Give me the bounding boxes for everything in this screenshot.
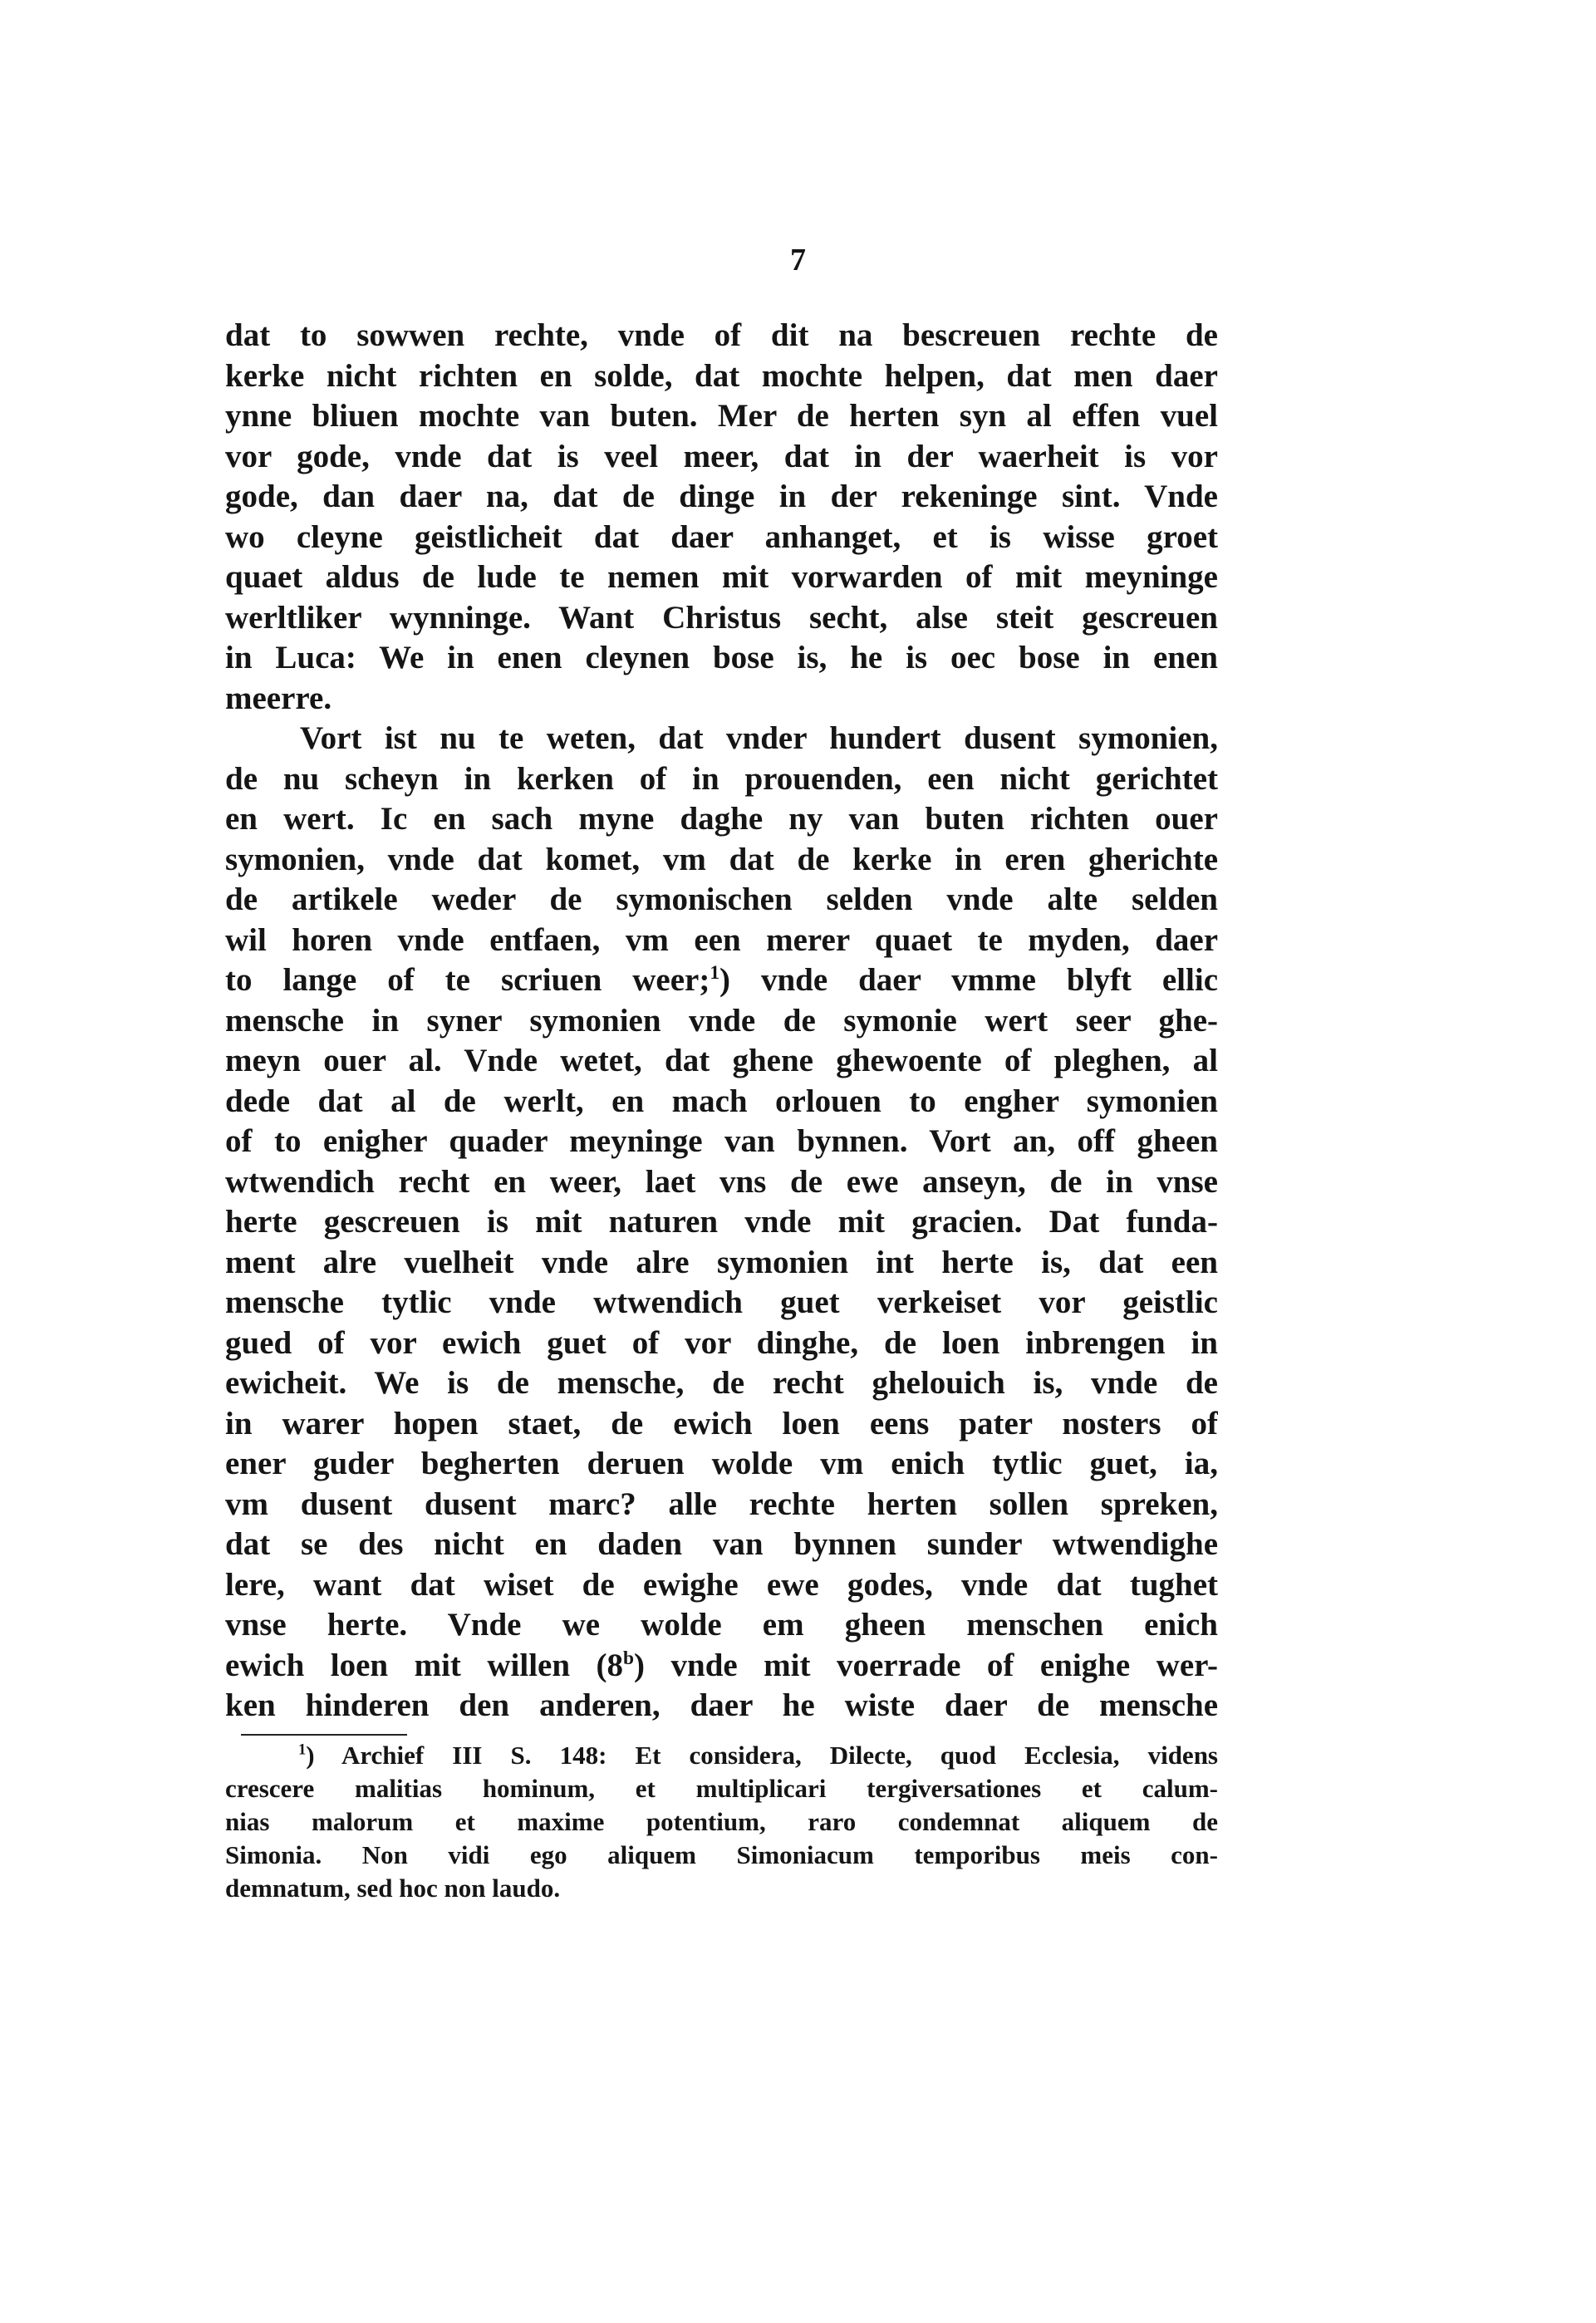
text-line: ken hinderen den anderen, daer he wiste daer de mensche <box>225 1687 1218 1723</box>
footnote-line: crescere malitias hominum, et multiplicari tergiversationes et calum- <box>225 1774 1218 1803</box>
text-line: vm dusent dusent marc? alle rechte herten sollen spreken, <box>225 1486 1218 1522</box>
text-line: de artikele weder de symonischen selden vnde alte selden <box>225 882 1218 917</box>
text-line: of to enigher quader meyninge van bynnen. Vort an, off gheen <box>225 1123 1218 1159</box>
text-line: ynne bliuen mochte van buten. Mer de herten syn al effen vuel <box>225 398 1218 434</box>
text-line: werltliker wynninge. Want Christus secht, alse steit gescreuen <box>225 599 1218 636</box>
main-text <box>225 316 1218 1726</box>
text-line: dat se des nicht en daden van bynnen sunder wtwendighe <box>225 1526 1218 1562</box>
folio-reference: 8 <box>606 1647 624 1683</box>
text-line: ener guder begherten deruen wolde vm enich tytlic guet, ia, <box>225 1446 1218 1481</box>
text-line-with-folio-ref <box>225 1646 1218 1687</box>
text-line: symonien, vnde dat komet, vm dat de kerke in eren gherichte <box>225 841 1218 877</box>
text-line: vor gode, vnde dat is veel meer, dat in der waerheit is vor <box>225 438 1218 474</box>
text-line: wtwendich recht en weer, laet vns de ewe anseyn, de in vnse <box>225 1163 1218 1200</box>
folio-reference-side: b <box>623 1647 635 1669</box>
text-line: herte gescreuen is mit naturen vnde mit gracien. Dat funda- <box>225 1204 1218 1240</box>
text-line: gode, dan daer na, dat de dinge in der rekeninge sint. Vnde <box>225 479 1218 514</box>
footnote-line <box>225 1739 1218 1772</box>
text-line-with-footnote-ref <box>225 960 1218 1001</box>
text-line: mensche tytlic vnde wtwendich guet verkeiset vor geistlic <box>225 1284 1218 1320</box>
footnote-line: Simonia. Non vidi ego aliquem Simoniacum temporibus meis con- <box>225 1840 1218 1869</box>
text-line: meyn ouer al. Vnde wetet, dat ghene ghewoente of pleghen, al <box>225 1043 1218 1078</box>
footnote-line: demnatum, sed hoc non laudo. <box>225 1874 561 1903</box>
text-line: gued of vor ewich guet of vor dinghe, de loen inbrengen in <box>225 1324 1218 1361</box>
text-line: en wert. Ic en sach myne daghe ny van buten richten ouer <box>225 801 1218 837</box>
text-segment: to lange of te scriuen weer; <box>225 962 710 998</box>
text-line: ewicheit. We is de mensche, de recht ghelouich is, vnde de <box>225 1365 1218 1401</box>
page-number: 7 <box>790 243 806 277</box>
text-line: quaet aldus de lude te nemen mit vorwarden of mit meyninge <box>225 559 1218 595</box>
text-line: wo cleyne geistlicheit dat daer anhanget, et is wisse groet <box>225 518 1218 555</box>
text-line: vnse herte. Vnde we wolde em gheen menschen enich <box>225 1607 1218 1643</box>
text-line: lere, want dat wiset de ewighe ewe godes, vnde dat tughet <box>225 1566 1218 1603</box>
text-line: in warer hopen staet, de ewich loen eens pater nosters of <box>225 1405 1218 1441</box>
paragraph-start-line: Vort ist nu te weten, dat vnder hundert dusent symonien, <box>300 720 1218 756</box>
text-line: wil horen vnde entfaen, vm een merer quaet te myden, daer <box>225 921 1218 958</box>
text-line: dede dat al de werlt, en mach orlouen to engher symonien <box>225 1083 1218 1119</box>
text-line: kerke nicht richten en solde, dat mochte helpen, dat men daer <box>225 357 1218 394</box>
text-line: meerre. <box>225 680 332 716</box>
text-line: ment alre vuelheit vnde alre symonien int herte is, dat een <box>225 1244 1218 1280</box>
text-segment: ewich loen mit willen ( <box>225 1647 607 1683</box>
text-line: in Luca: We in enen cleynen bose is, he is oec bose in enen <box>225 640 1218 675</box>
text-line: mensche in syner symonien vnde de symonie wert seer ghe- <box>225 1002 1218 1039</box>
footnote <box>225 1739 1218 1905</box>
footnote-marker: 1 <box>298 1741 307 1759</box>
footnote-line: nias malorum et maxime potentium, raro condemnat aliquem de <box>225 1807 1218 1836</box>
text-segment: ) vnde daer vmme blyft ellic <box>719 962 1218 998</box>
text-segment: ) vnde mit voerrade of enighe wer- <box>634 1647 1218 1683</box>
text-segment: ) Archief III S. 148: Et considera, Dilecte, quod Ecclesia, videns <box>306 1741 1218 1770</box>
footnote-divider <box>241 1734 407 1736</box>
text-line: de nu scheyn in kerken of in prouenden, een nicht gerichtet <box>225 760 1218 797</box>
text-line: dat to sowwen rechte, vnde of dit na bescreuen rechte de <box>225 317 1218 353</box>
footnote-reference: 1 <box>710 962 720 984</box>
